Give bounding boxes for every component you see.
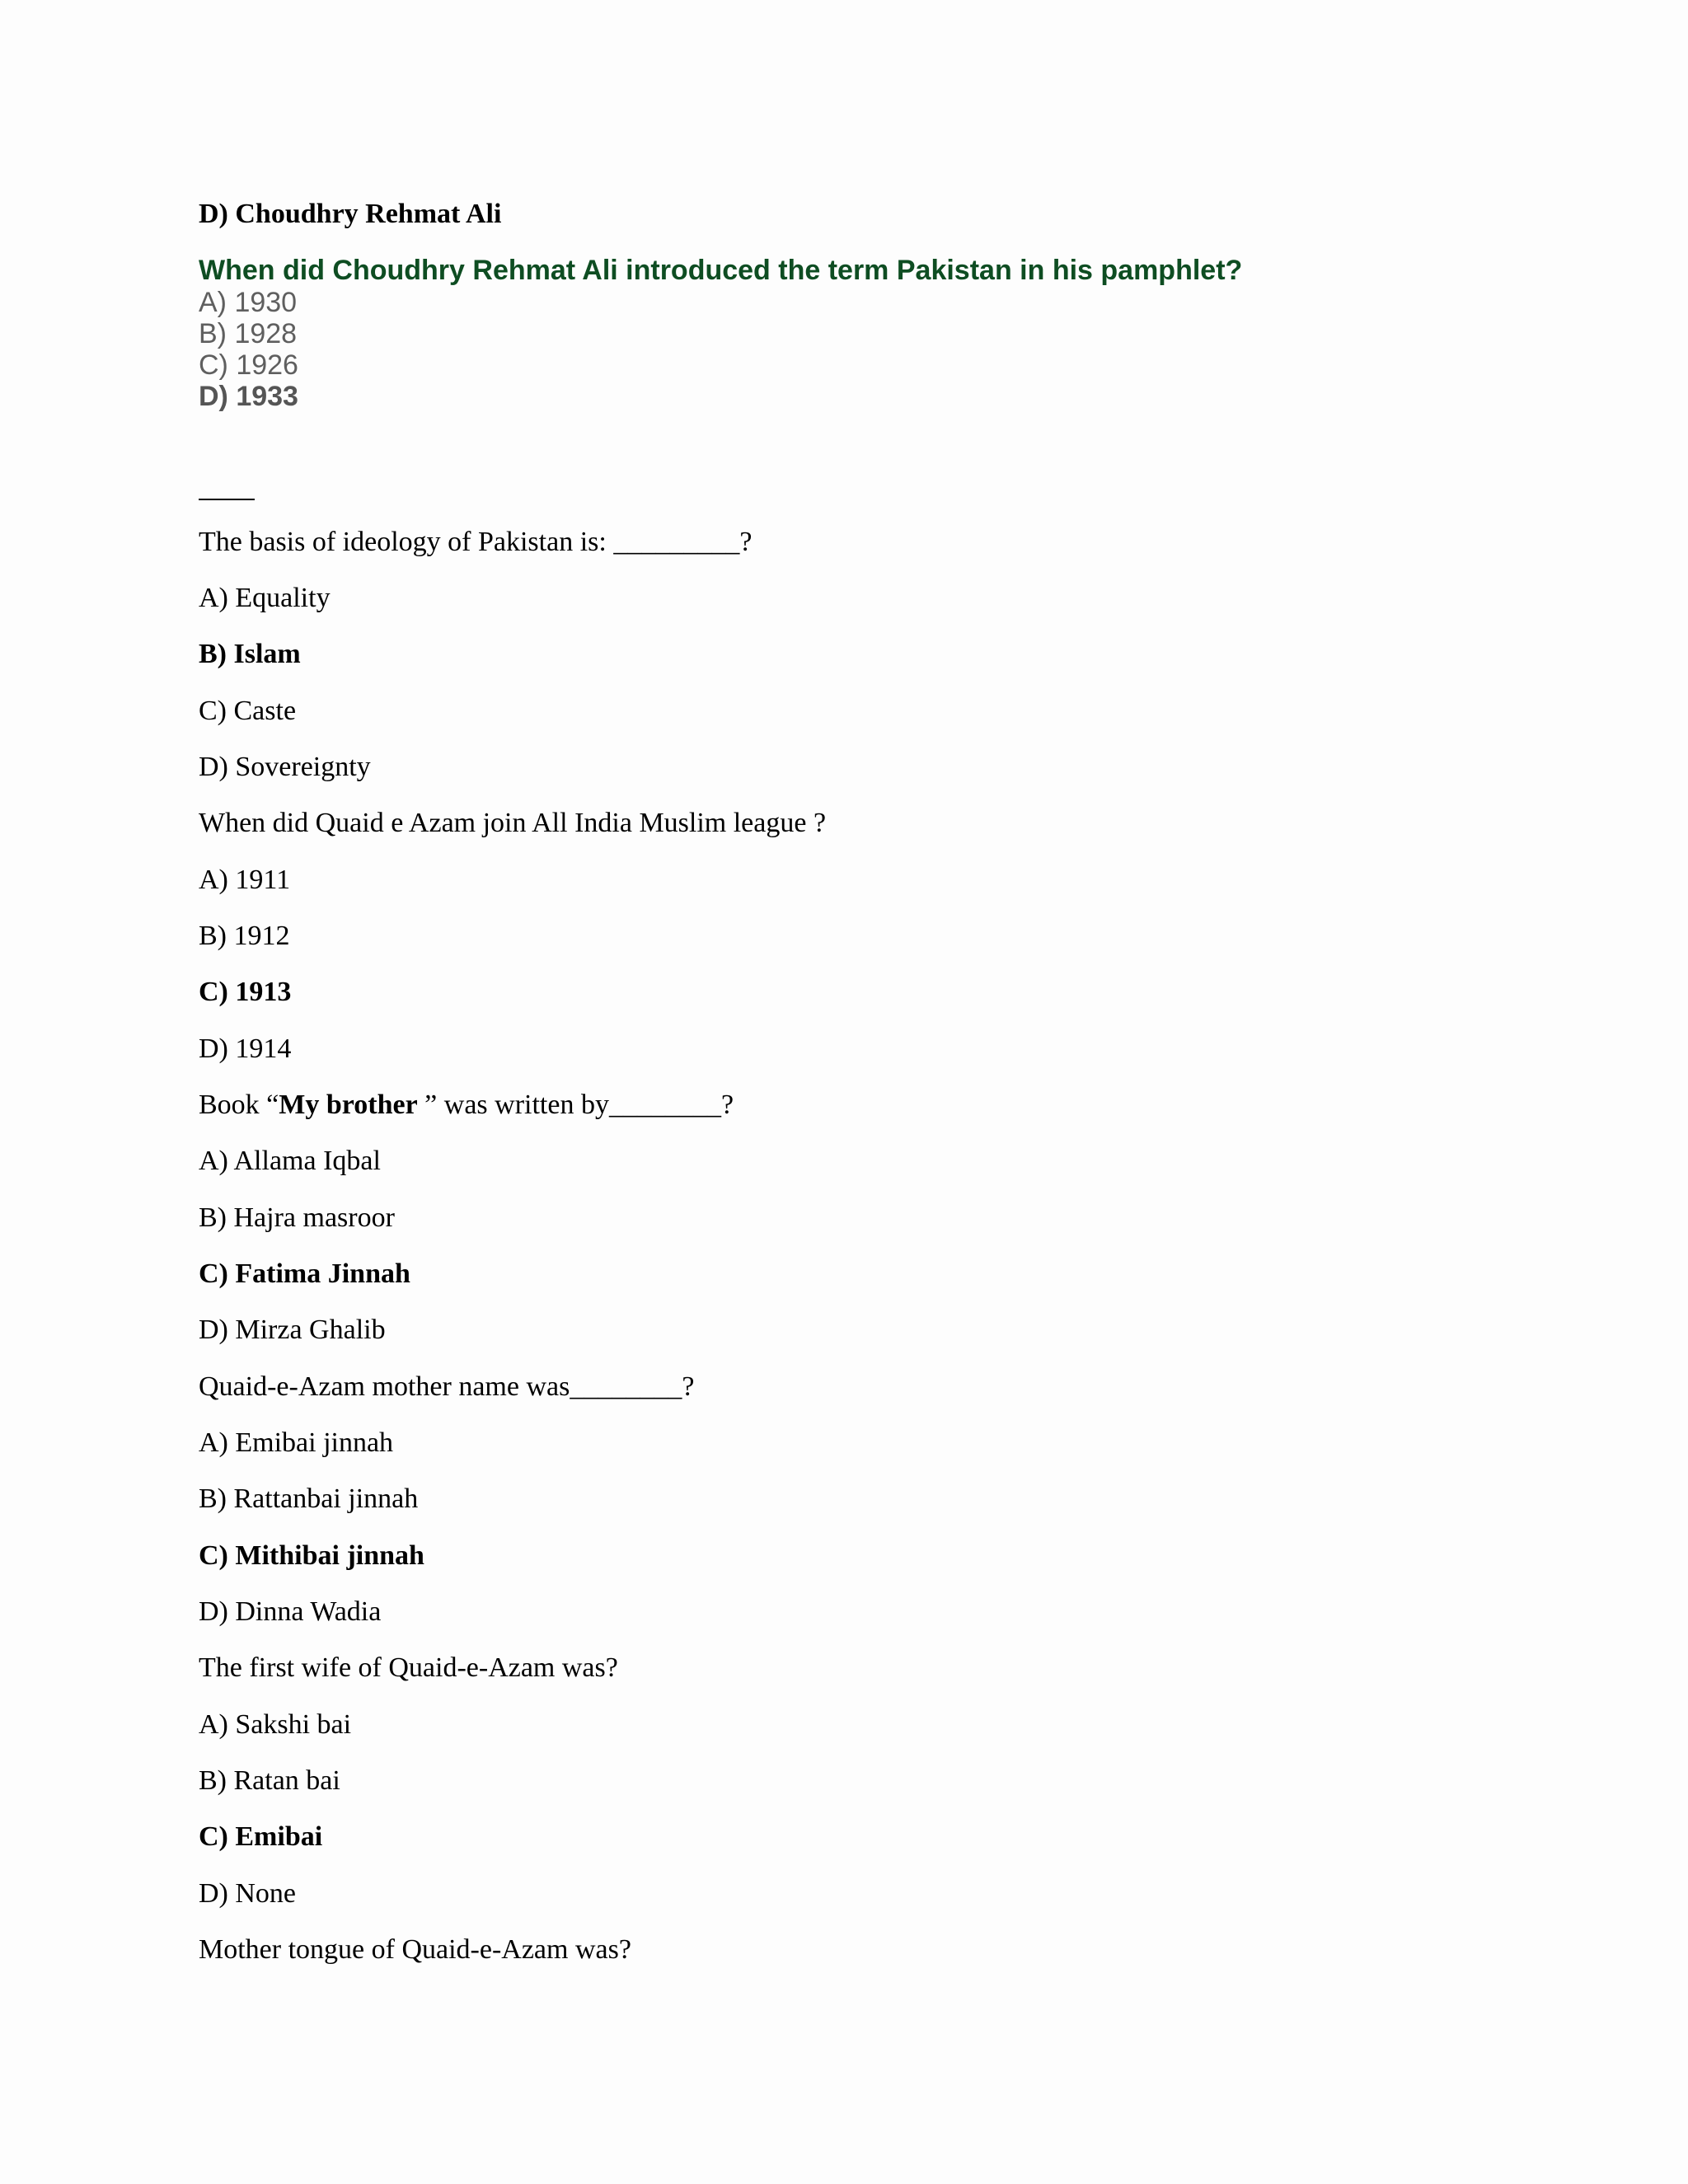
- option-c: C) Caste: [199, 696, 297, 726]
- question-first-wife: The first wife of Quaid-e-Azam was?: [199, 1652, 618, 1683]
- option-d: D) Mirza Ghalib: [199, 1315, 386, 1345]
- option-c-correct: C) 1913: [199, 977, 292, 1007]
- option-b-correct: B) Islam: [199, 639, 301, 669]
- option-a: A) 1911: [199, 865, 291, 895]
- question-join-league: When did Quaid e Azam join All India Muslim league ?: [199, 808, 827, 838]
- option-b: B) Rattanbai jinnah: [199, 1483, 419, 1514]
- option-a: A) 1930: [199, 287, 298, 318]
- option-c-correct: C) Emibai: [199, 1821, 323, 1852]
- option-a: A) Sakshi bai: [199, 1709, 352, 1740]
- question-book: [199, 1089, 734, 1122]
- answer-line: D) Choudhry Rehmat Ali: [199, 199, 502, 229]
- option-c-correct: C) Mithibai jinnah: [199, 1540, 424, 1571]
- option-c-correct: C) Fatima Jinnah: [199, 1258, 410, 1289]
- option-a: A) Allama Iqbal: [199, 1146, 381, 1176]
- separator-rule: [199, 499, 255, 500]
- question-mother-tongue: Mother tongue of Quaid-e-Azam was?: [199, 1934, 631, 1965]
- book-title: My brother: [279, 1090, 418, 1120]
- option-b: B) Hajra masroor: [199, 1202, 395, 1233]
- question-suffix: ” was written by________?: [417, 1090, 734, 1120]
- option-d-correct: D) 1933: [199, 381, 298, 412]
- option-d: D) Dinna Wadia: [199, 1596, 382, 1627]
- option-a: A) Emibai jinnah: [199, 1427, 394, 1458]
- option-b: B) 1912: [199, 921, 290, 951]
- option-d: D) None: [199, 1878, 297, 1909]
- question-prefix: Book “: [199, 1090, 279, 1120]
- option-d: D) Sovereignty: [199, 752, 371, 782]
- question-mother: Quaid-e-Azam mother name was________?: [199, 1371, 695, 1402]
- option-c: C) 1926: [199, 349, 298, 381]
- option-b: B) Ratan bai: [199, 1765, 340, 1796]
- option-d: D) 1914: [199, 1033, 292, 1064]
- option-a: A) Equality: [199, 583, 331, 613]
- question-pakistan-term: When did Choudhry Rehmat Ali introduced the term Pakistan in his pamphlet?: [199, 255, 1243, 286]
- option-b: B) 1928: [199, 318, 298, 349]
- question-ideology: The basis of ideology of Pakistan is: _________?: [199, 527, 753, 557]
